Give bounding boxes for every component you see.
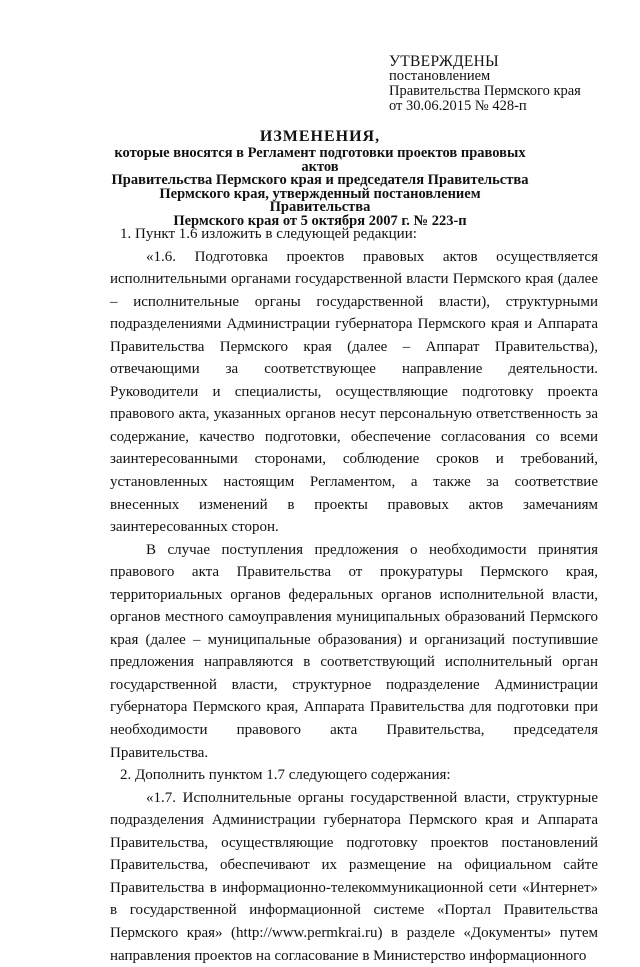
document-body: [110, 223, 598, 967]
paragraph: «1.7. Исполнительные органы государственной власти, структурные подразделения Администрации губернатора Пермского края и Аппарата Правительства, осуществляющие подготовку проектов постановлений Правительства, обеспечивают их размещение на официальном сайте Правительства в информационно-телекоммуникационной сети «Интернет» в государственной информационной системе «Портал Правительства Пермского края» (http://www.permkrai.ru) в разделе «Документы» путем направления проектов на согласование в Министерство информационного: [110, 789, 598, 964]
paragraph-item-2: 2. Дополнить пунктом 1.7 следующего содержания:: [120, 767, 451, 784]
paragraph: В случае поступления предложения о необходимости принятия правового акта Правительства от прокуратуры Пермского края, территориальных органов федеральных органов исполнительной власти, органов местного самоуправления муниципальных образований Пермского края (далее – муниципальные образования) и организаций поступившие предложения направляются в соответствующий исполнительный орган государственной власти, структурное подразделение Администрации губернатора Пермского края, Аппарата Правительства для подготовки при необходимости правового акта Правительства, председателя Правительства.: [110, 541, 598, 761]
document-title: ИЗМЕНЕНИЯ,: [259, 128, 381, 145]
paragraph: «1.6. Подготовка проектов правовых актов осуществляется исполнительными органами государственной власти Пермского края (далее – исполнительные органы государственной власти), структурными подразделениями Администрации губернатора Пермского края и Аппарата Правительства Пермского края (далее – Аппарат Правительства), отвечающими за соответствующее направление деятельности. Руководители и специалисты, осуществляющие подготовку проекта правового акта, указанных органов несут персональную ответственность за содержание, качество подготовки, обеспечение согласования со всеми заинтересованными сторонами, соблюдение сроков и требований, установленных настоящим Регламентом, а также за соответствие внесенных изменений в проекты правовых актов замечаниям заинтересованных сторон.: [110, 248, 598, 536]
approval-line: постановлением: [389, 68, 491, 84]
subtitle-line: Пермского края, утвержденный постановлением Правительства: [159, 185, 481, 215]
subtitle-line: Пермского края от 5 октября 2007 г. № 223-п: [173, 212, 467, 229]
subtitle-line: Правительства Пермского края и председателя Правительства: [111, 172, 529, 188]
approval-line: Правительства Пермского края: [389, 83, 581, 99]
paragraph-item-1: 1. Пункт 1.6 изложить в следующей редакции:: [120, 226, 417, 242]
approval-stamp: [389, 54, 581, 114]
subtitle-line: которые вносятся в Регламент подготовки проектов правовых актов: [114, 145, 526, 175]
document-subtitle: [110, 147, 530, 228]
approval-date: от 30.06.2015 № 428-п: [389, 98, 527, 114]
approval-heading: УТВЕРЖДЕНЫ: [389, 53, 499, 70]
